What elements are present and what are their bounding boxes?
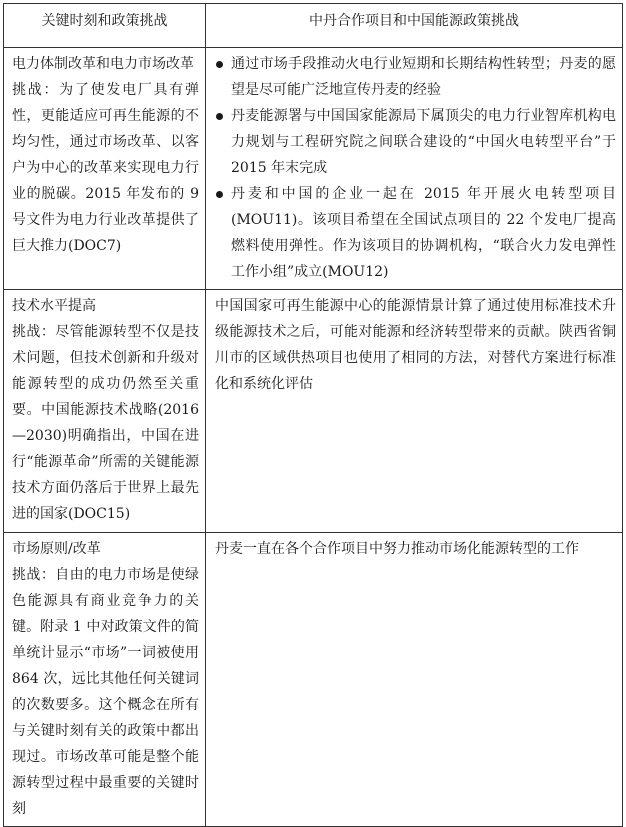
list-item	[215, 51, 616, 103]
bullet-icon	[216, 61, 223, 68]
challenge-text: 挑战：自由的电力市场是使绿色能源具有商业竞争力的关键。附录 1 中对政策文件的简单统计显示“市场”一词被使用 864 次，远比其他任何关键词的次数要多。这个概念在所有与关键时刻有关的政策中都出现过。市场改革可能是整个能源转型过程中最重要的关键时刻	[12, 567, 199, 817]
policy-table	[3, 3, 623, 827]
bullet-icon	[216, 191, 223, 198]
project-cell	[206, 290, 623, 533]
topic-title: 市场原则/改革	[12, 541, 101, 557]
list-item-text: 丹麦能源署与中国国家能源局下属顶尖的电力行业智库机构电力规划与工程研究院之间联合建设的“中国火电转型平台”于 2015 年末完成	[231, 108, 616, 176]
table-header-row	[4, 4, 623, 48]
project-cell	[206, 48, 623, 290]
header-key-moments: 关键时刻和政策挑战	[4, 4, 206, 48]
table-row	[4, 533, 623, 827]
challenge-cell	[4, 48, 206, 290]
header-cooperation-projects: 中丹合作项目和中国能源政策挑战	[206, 4, 623, 48]
challenge-cell	[4, 290, 206, 533]
list-item-text: 通过市场手段推动火电行业短期和长期结构性转型；丹麦的愿望是尽可能广泛地宣传丹麦的经验	[231, 56, 616, 98]
table-row	[4, 48, 623, 290]
bullet-list	[215, 51, 616, 285]
list-item	[215, 103, 616, 181]
project-cell	[206, 533, 623, 827]
list-item	[215, 181, 616, 285]
challenge-cell	[4, 533, 206, 827]
project-text: 丹麦一直在各个合作项目中努力推动市场化能源转型的工作	[215, 541, 579, 557]
bullet-icon	[216, 113, 223, 120]
challenge-text: 挑战：尽管能源转型不仅是技术问题，但技术创新和升级对能源转型的成功仍然至关重要。中国能源技术战略(2016—2030)明确指出，中国在进行“能源革命”所需的关键能源技术方面仍落后于世界上最先进的国家(DOC15)	[12, 324, 199, 522]
topic-title: 电力体制改革和电力市场改革	[12, 56, 194, 72]
topic-title: 技术水平提高	[12, 298, 96, 314]
project-text: 中国国家可再生能源中心的能源情景计算了通过使用标准技术升级能源技术之后，可能对能源和经济转型带来的贡献。陕西省铜川市的区域供热项目也使用了相同的方法，对替代方案进行标准化和系统化评估	[215, 298, 616, 392]
challenge-text: 挑战：为了使发电厂具有弹性，更能适应可再生能源的不均匀性，通过市场改革、以客户为中心的改革来实现电力行业的脱碳。2015 年发布的 9 号文件为电力行业改革提供了巨大推力(DOC7)	[12, 82, 199, 254]
list-item-text: 丹麦和中国的企业一起在 2015 年开展火电转型项目(MOU11)。该项目希望在全国试点项目的 22 个发电厂提高燃料使用弹性。作为该项目的协调机构，“联合火力发电弹性工作小组”成立(MOU12)	[231, 186, 616, 280]
table-row	[4, 290, 623, 533]
